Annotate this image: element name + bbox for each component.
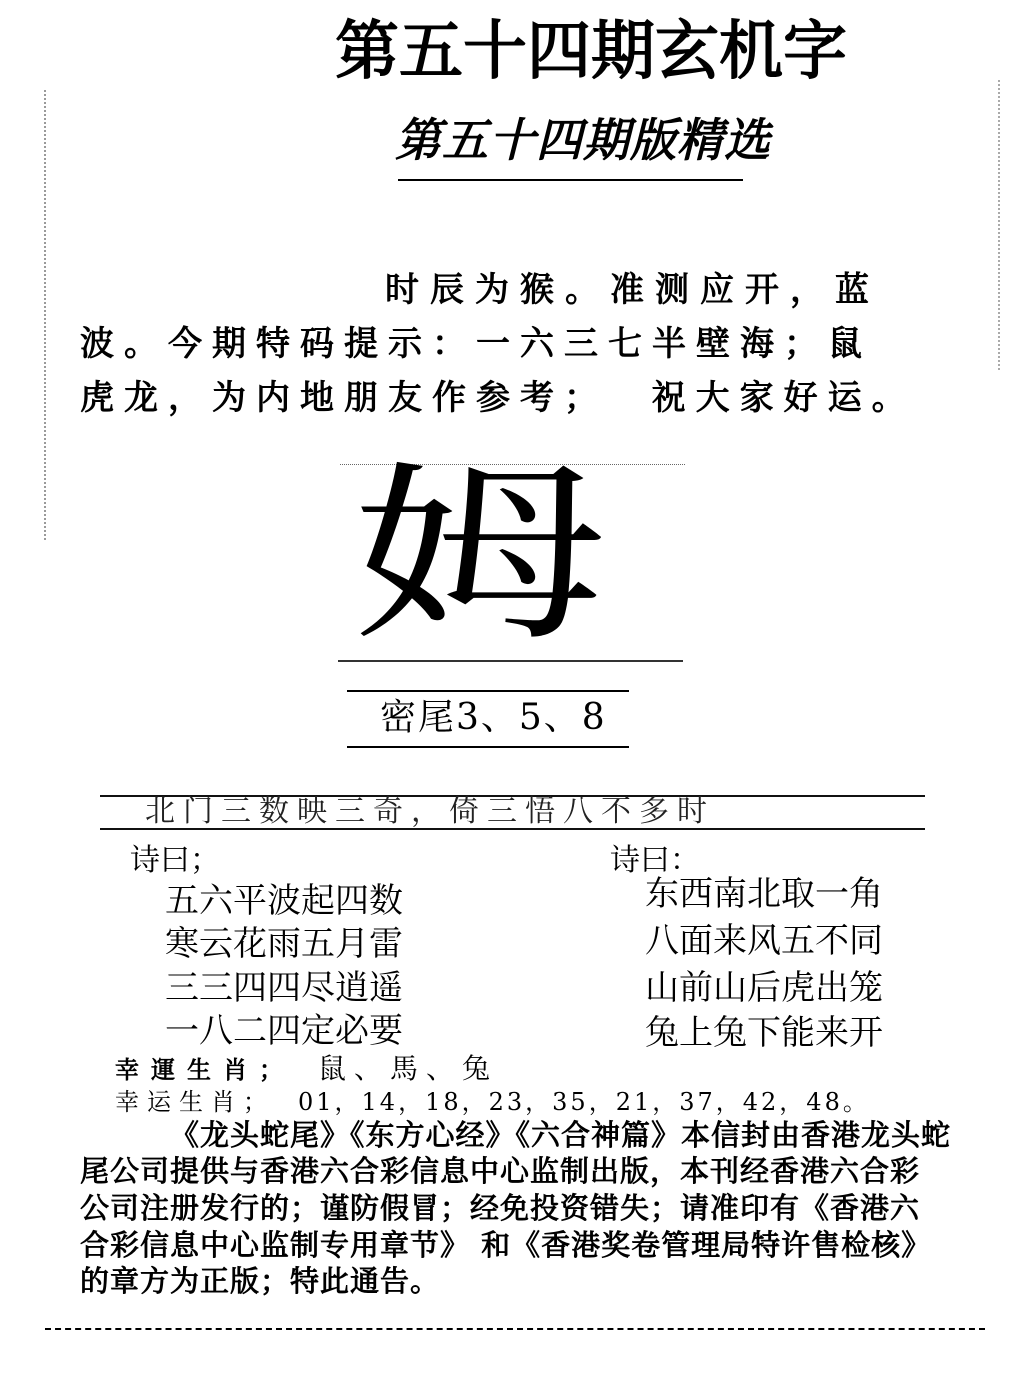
notice-line: 公司注册发行的；谨防假冒；经免投资错失；请准印有《香港六: [80, 1191, 921, 1225]
poem-left-heading: 诗曰；: [130, 843, 220, 878]
poem-left-line: 三三四四尽逍遥: [165, 968, 403, 1008]
subtitle-underline: [398, 179, 743, 181]
page-title: 第五十四期玄机字: [335, 15, 847, 89]
hint-text: 密尾3、5、8: [380, 697, 607, 738]
lucky-zodiac-label: 幸運生肖；: [115, 1055, 295, 1084]
poem-right-heading: 诗曰：: [610, 843, 700, 878]
intro-line: 波。今期特码提示：一六三七半壁海；鼠: [80, 324, 872, 364]
poem-right-line: 山前山后虎出笼: [645, 968, 883, 1008]
lucky-numbers-label: 幸运生肖；: [115, 1088, 275, 1116]
scan-artifact-right: [998, 80, 1000, 370]
riddle-bottom-rule: [100, 828, 925, 830]
poem-right-line: 八面来风五不同: [645, 921, 883, 961]
notice-line: 《龙头蛇尾》《东方心经》《六合神篇》本信封由香港龙头蛇: [170, 1118, 952, 1152]
riddle-text: 北门三数映三奇，倚三悟八不多时: [145, 794, 715, 829]
intro-line: 时辰为猴。准测应开，蓝: [385, 270, 880, 310]
lucky-zodiac-value: 鼠、馬、兔: [318, 1052, 499, 1085]
poem-left-line: 五六平波起四数: [165, 881, 403, 921]
poem-left-line: 寒云花雨五月雷: [165, 924, 403, 964]
poem-right-line: 东西南北取一角: [645, 874, 883, 914]
notice-line: 合彩信息中心监制专用章节》 和《香港奖卷管理局特许售检核》: [80, 1228, 932, 1262]
poem-left-line: 一八二四定必要: [165, 1011, 403, 1051]
featured-bottom-rule: [338, 660, 683, 662]
bottom-dashed-rule: [45, 1328, 985, 1330]
featured-character: 姆: [352, 446, 609, 667]
lucky-numbers-value: 01，14，18，23，35，21，37，42，48。: [298, 1088, 870, 1116]
notice-line: 尾公司提供与香港六合彩信息中心监制出版，本刊经香港六合彩: [80, 1154, 921, 1188]
notice-line: 的章方为正版；特此通告。: [80, 1264, 441, 1298]
poem-right-line: 兔上兔下能来开: [645, 1013, 883, 1053]
page-subtitle: 第五十四期版精选: [395, 113, 771, 167]
scan-artifact-left: [44, 90, 46, 540]
intro-line: 虎龙，为内地朋友作参考； 祝大家好运。: [80, 378, 916, 418]
